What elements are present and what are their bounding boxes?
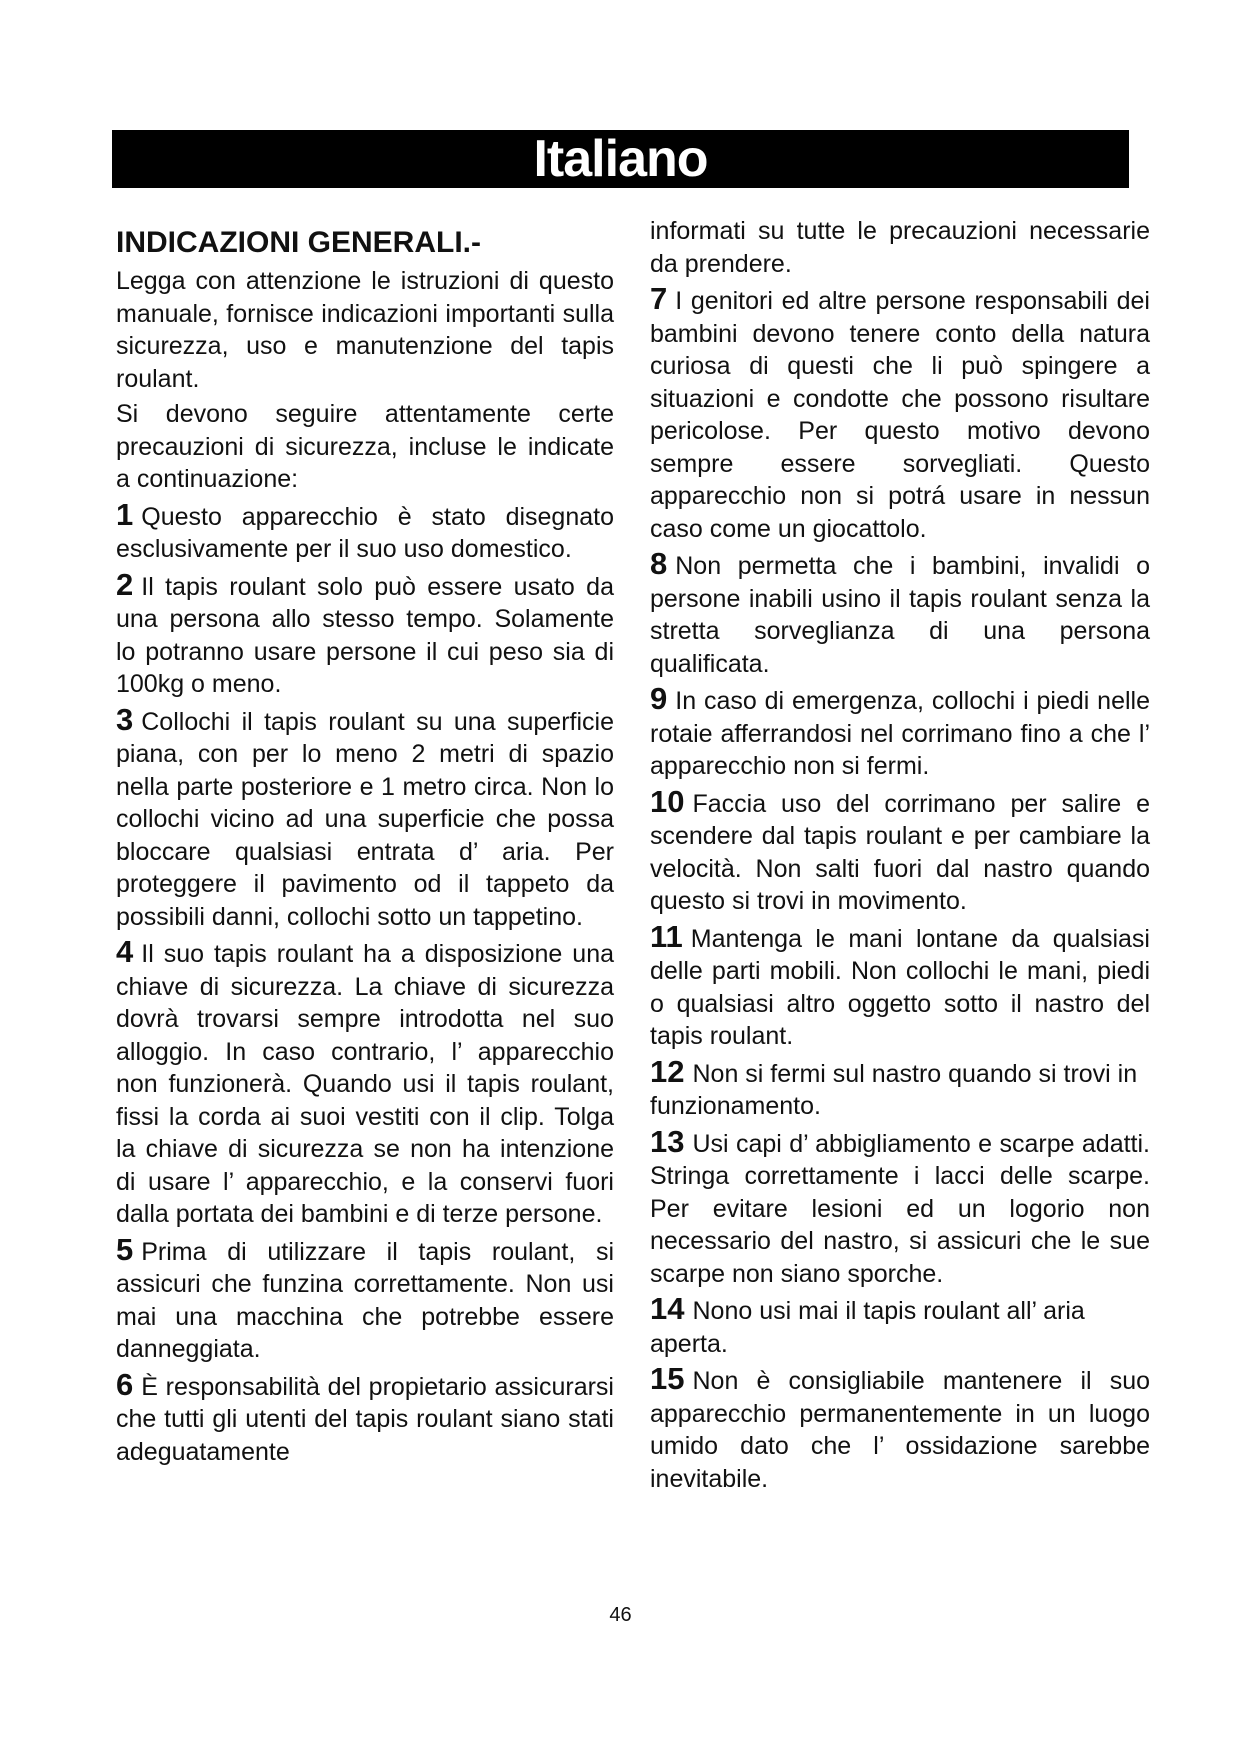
instruction-item-14 bbox=[650, 1293, 1150, 1360]
instruction-item-7 bbox=[650, 283, 1150, 545]
instruction-item-15 bbox=[650, 1363, 1150, 1495]
item-number: 9 bbox=[650, 681, 668, 716]
instruction-item-9 bbox=[650, 683, 1150, 783]
intro-paragraph-1: Legga con attenzione le istruzioni di questo manuale, fornisce indicazioni importanti sulla sicurezza, uso e manutenzione del tapis roulant. bbox=[116, 267, 614, 393]
item-number: 8 bbox=[650, 546, 668, 581]
item-number: 14 bbox=[650, 1291, 685, 1326]
item-text: Il suo tapis roulant ha a disposizione una chiave di sicurezza. La chiave di sicurezza dovrà trovarsi sempre introdotta nel suo alloggio. In caso contrario, l’ apparecchio non funzionerà. Quando usi il tapis roulant, fissi la corda ai suoi vestiti con il clip. Tolga la chiave di sicurezza se non ha intenzione di usare l’ apparecchio, e la conservi fuori dalla portata dei bambini e di terze persone. bbox=[116, 940, 614, 1228]
instruction-item-4 bbox=[116, 936, 614, 1231]
item-text: Nono usi mai il tapis roulant all’ aria aperta. bbox=[650, 1297, 1085, 1358]
item-number: 11 bbox=[650, 918, 683, 954]
intro-paragraph-2: Si devono seguire attentamente certe precauzioni di sicurezza, incluse le indicate a continuazione: bbox=[116, 400, 614, 493]
item-text: I genitori ed altre persone responsabili dei bambini devono tenere conto della natura curiosa di questi che li può spingere a situazioni e condotte che possono risultare pericolose. Per questo motivo devono sempre essere sorvegliati. Questo apparecchio non si potrá usare in nessun caso come un giocattolo. bbox=[650, 287, 1150, 543]
right-column bbox=[650, 215, 1150, 1498]
instruction-item-10 bbox=[650, 783, 1150, 918]
item-number: 2 bbox=[116, 566, 134, 602]
item-text: Prima di utilizzare il tapis roulant, si assicuri che funzina correttamente. Non usi mai una macchina che potrebbe essere danneggiata. bbox=[116, 1237, 614, 1363]
instruction-item-8 bbox=[650, 548, 1150, 680]
item-number: 15 bbox=[650, 1361, 685, 1396]
instruction-item-1 bbox=[116, 496, 614, 566]
item-text: Il tapis roulant solo può essere usato da una persona allo stesso tempo. Solamente lo potranno usare persone il cui peso sia di 100kg o meno. bbox=[116, 572, 614, 698]
left-column bbox=[116, 215, 614, 1471]
continuation-paragraph: informati su tutte le precauzioni necessarie da prendere. bbox=[650, 217, 1150, 278]
item-text: In caso di emergenza, collochi i piedi nelle rotaie afferrandosi nel corrimano fino a che l’ apparecchio non si fermi. bbox=[650, 687, 1150, 780]
item-text: Non si fermi sul nastro quando si trovi in funzionamento. bbox=[650, 1059, 1138, 1120]
item-number: 10 bbox=[650, 783, 685, 819]
item-number: 12 bbox=[650, 1053, 685, 1089]
item-number: 7 bbox=[650, 281, 668, 316]
item-text: Collochi il tapis roulant su una superficie piana, con per lo meno 2 metri di spazio nella parte posteriore e 1 metro circa. Non lo collochi vicino ad una superficie che possa bloccare qualsiasi entrata d’ aria. Per proteggere il pavimento od il tappeto da possibili danni, collochi sotto un tappetino. bbox=[116, 707, 614, 931]
instruction-item-12 bbox=[650, 1053, 1150, 1123]
instruction-item-13 bbox=[650, 1123, 1150, 1291]
item-number: 4 bbox=[116, 934, 134, 969]
instruction-item-6 bbox=[116, 1366, 614, 1469]
language-header-bar bbox=[112, 130, 1129, 188]
item-number: 3 bbox=[116, 701, 134, 737]
section-heading: INDICAZIONI GENERALI.- bbox=[116, 226, 481, 259]
item-number: 5 bbox=[116, 1231, 134, 1267]
instruction-item-3 bbox=[116, 701, 614, 934]
item-text: Non è consigliabile mantenere il suo apparecchio permanentemente in un luogo umido dato che l’ ossidazione sarebbe inevitabile. bbox=[650, 1367, 1150, 1493]
item-text: Non permetta che i bambini, invalidi o persone inabili usino il tapis roulant senza la stretta sorveglianza di una persona qualificata. bbox=[650, 552, 1150, 678]
item-number: 1 bbox=[116, 496, 134, 532]
language-title: Italiano bbox=[533, 130, 708, 188]
item-number: 13 bbox=[650, 1123, 685, 1159]
item-text: Faccia uso del corrimano per salire e scendere dal tapis roulant e per cambiare la velocità. Non salti fuori dal nastro quando questo si trovi in movimento. bbox=[650, 789, 1150, 915]
item-number: 6 bbox=[116, 1366, 134, 1402]
item-text: È responsabilità del propietario assicurarsi che tutti gli utenti del tapis roulant siano stati adeguatamente bbox=[116, 1372, 614, 1466]
instruction-item-5 bbox=[116, 1231, 614, 1366]
item-text: Questo apparecchio è stato disegnato esclusivamente per il suo uso domestico. bbox=[116, 502, 614, 563]
instruction-item-2 bbox=[116, 566, 614, 701]
item-text: Mantenga le mani lontane da qualsiasi delle parti mobili. Non collochi le mani, piedi o qualsiasi altro oggetto sotto il nastro del tapis roulant. bbox=[650, 924, 1150, 1050]
instruction-item-11 bbox=[650, 918, 1150, 1053]
item-text: Usi capi d’ abbigliamento e scarpe adatti. Stringa correttamente i lacci delle scarpe. Per evitare lesioni ed un logorio non necessario del nastro, si assicuri che le sue scarpe non siano sporche. bbox=[650, 1129, 1150, 1288]
page-number: 46 bbox=[609, 1604, 632, 1626]
